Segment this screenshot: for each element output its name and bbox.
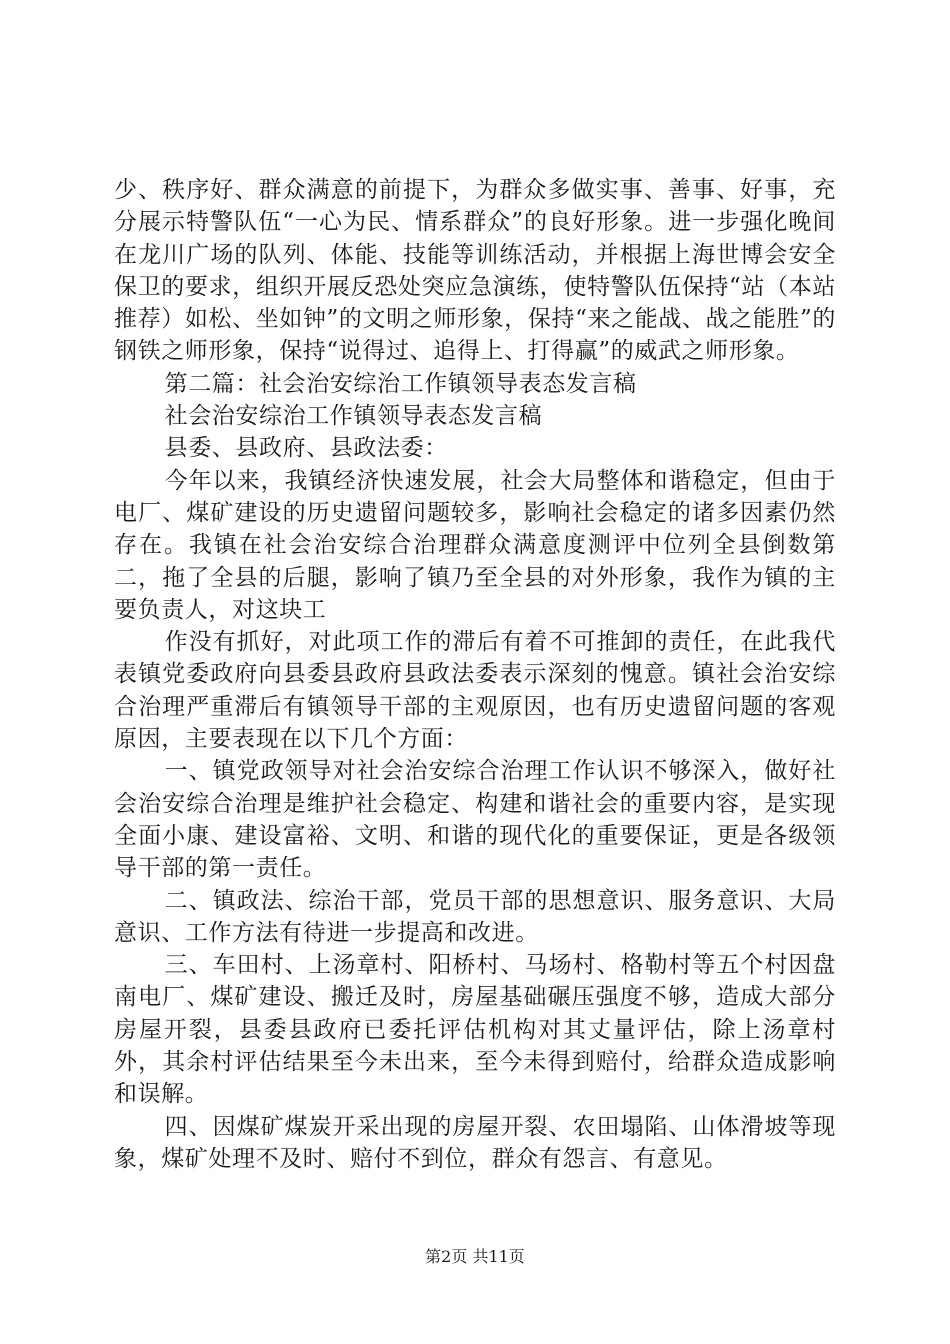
document-body <box>114 174 836 1175</box>
paragraph: 作没有抓好，对此项工作的滞后有着不可推卸的责任，在此我代表镇党委政府向县委县政府县政法委表示深刻的愧意。镇社会治安综合治理严重滞后有镇领导干部的主观原因，也有历史遗留问题的客观原因，主要表现在以下几个方面： <box>114 629 836 753</box>
list-item: 二、镇政法、综治干部，党员干部的思想意识、服务意识、大局意识、工作方法有待进一步提高和改进。 <box>114 887 836 946</box>
paragraph-continuation: 少、秩序好、群众满意的前提下，为群众多做实事、善事、好事，充分展示特警队伍“一心为民、情系群众”的良好形象。进一步强化晚间在龙川广场的队列、体能、技能等训练活动，并根据上海世博会安全保卫的要求，组织开展反恐处突应急演练，使特警队伍保持“站（本站推荐）如松、坐如钟”的文明之师形象，保持“来之能战、战之能胜”的钢铁之师形象，保持“说得过、追得上、打得赢”的威武之师形象。 <box>114 177 836 365</box>
list-item: 三、车田村、上汤章村、阳桥村、马场村、格勒村等五个村因盘南电厂、煤矿建设、搬迁及时，房屋基础碾压强度不够，造成大部分房屋开裂，县委县政府已委托评估机构对其丈量评估，除上汤章村外，其余村评估结果至今未出来，至今未得到赔付，给群众造成影响和误解。 <box>114 952 836 1108</box>
speech-title: 社会治安综治工作镇领导表态发言稿 <box>164 403 543 430</box>
section-heading: 第二篇：社会治安综治工作镇领导表态发言稿 <box>164 370 637 397</box>
page-number: 第2页 共11页 <box>425 1247 525 1266</box>
salutation: 县委、县政府、县政法委： <box>164 435 448 462</box>
paragraph: 今年以来，我镇经济快速发展，社会大局整体和谐稳定，但由于电厂、煤矿建设的历史遗留问题较多，影响社会稳定的诸多因素仍然存在。我镇在社会治安综合治理群众满意度测评中位列全县倒数第二，拖了全县的后腿，影响了镇乃至全县的对外形象，我作为镇的主要负责人，对这块工 <box>114 467 836 623</box>
list-item: 一、镇党政领导对社会治安综合治理工作认识不够深入，做好社会治安综合治理是维护社会稳定、构建和谐社会的重要内容，是实现全面小康、建设富裕、文明、和谐的现代化的重要保证，更是各级领导干部的第一责任。 <box>114 758 836 882</box>
list-item: 四、因煤矿煤炭开采出现的房屋开裂、农田塌陷、山体滑坡等现象，煤矿处理不及时、赔付不到位，群众有怨言、有意见。 <box>114 1113 836 1172</box>
